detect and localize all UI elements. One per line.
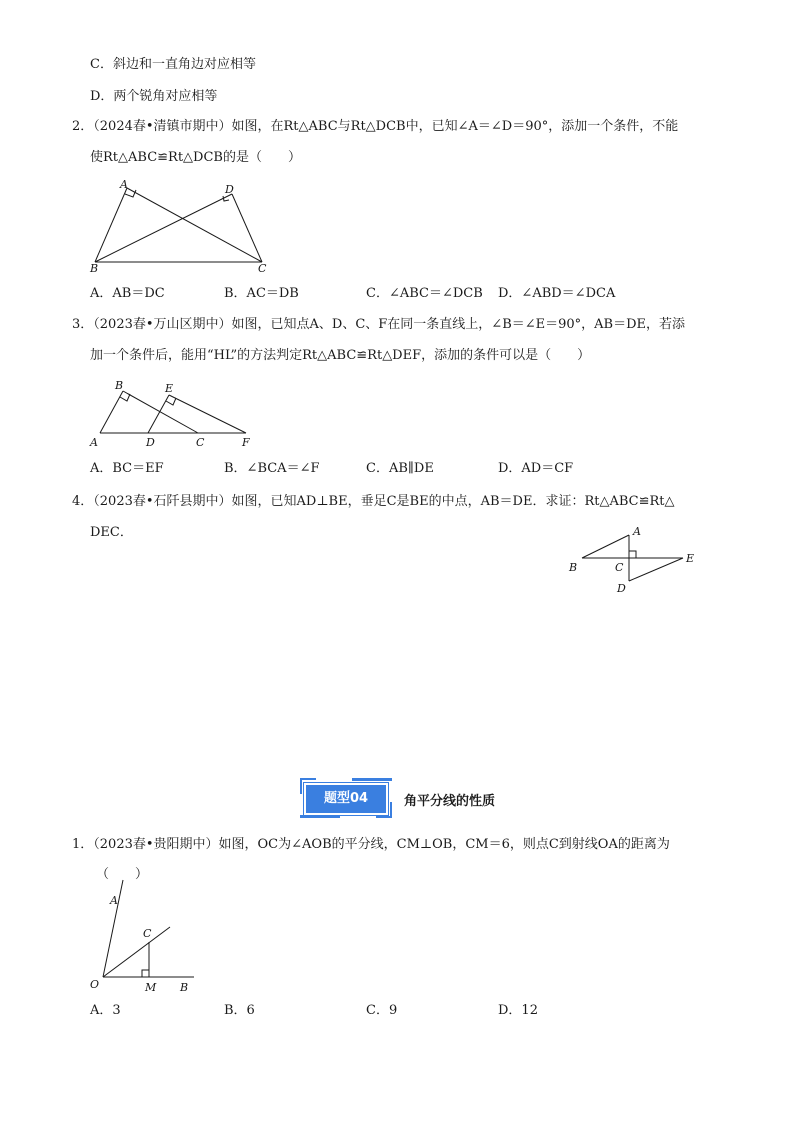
q2-label-d: D: [225, 183, 234, 196]
q2-label-c: C: [258, 262, 267, 275]
q3-text-line2: 加一个条件后，能用“HL”的方法判定Rt△ABC≌Rt△DEF，添加的条件可以是（ ）: [90, 348, 591, 363]
option-d-prev: D．两个锐角对应相等: [90, 89, 218, 104]
option-c-prev: C．斜边和一直角边对应相等: [90, 57, 256, 72]
q3-option-d: D．AD＝CF: [498, 461, 574, 476]
q4-label-a: A: [633, 525, 641, 538]
q2-text-line1: 2．（2024春•清镇市期中）如图，在Rt△ABC与Rt△DCB中，已知∠A＝∠D＝90°，添加一个条件，不能: [72, 119, 679, 134]
q5-label-a: A: [110, 894, 118, 907]
section-title: 角平分线的性质: [404, 794, 496, 809]
q4-label-b: B: [569, 561, 578, 574]
q3-label-d: D: [146, 436, 155, 449]
q2-option-a: A．AB＝DC: [90, 286, 165, 301]
q4-text-line2: DEC．: [90, 525, 133, 540]
q2-option-b: B．AC＝DB: [224, 286, 299, 301]
q3-option-c: C．AB∥DE: [366, 461, 434, 476]
q3-label-e: E: [165, 382, 174, 395]
q2-option-c: C．∠ABC＝∠DCB: [366, 286, 483, 301]
q5-label-b: B: [180, 981, 189, 994]
q3-label-c: C: [196, 436, 205, 449]
q3-option-a: A．BC＝EF: [90, 461, 164, 476]
q5-option-d: D．12: [498, 1003, 538, 1018]
q3-label-b: B: [115, 379, 124, 392]
q4-label-d: D: [617, 582, 626, 595]
section-badge-label: 题型04: [304, 783, 388, 815]
q5-option-b: B．6: [224, 1003, 255, 1018]
q5-option-c: C．9: [366, 1003, 398, 1018]
q2-option-d: D．∠ABD＝∠DCA: [498, 286, 616, 301]
q4-label-e: E: [686, 552, 695, 565]
q4-text-line1: 4．（2023春•石阡县期中）如图，已知AD⊥BE，垂足C是BE的中点，AB＝DE．求证：Rt△ABC≌Rt△: [72, 494, 675, 509]
q4-label-c: C: [615, 561, 624, 574]
q5-label-m: M: [145, 981, 157, 994]
q3-option-b: B．∠BCA＝∠F: [224, 461, 320, 476]
q5-label-c: C: [143, 927, 152, 940]
q2-label-a: A: [120, 178, 128, 191]
section-badge: [300, 778, 392, 818]
q3-label-f: F: [242, 436, 250, 449]
q2-text-line2: 使Rt△ABC≌Rt△DCB的是（ ）: [90, 150, 301, 165]
q5-text-line1: 1．（2023春•贵阳期中）如图，OC为∠AOB的平分线，CM⊥OB，CM＝6，则点C到射线OA的距离为: [72, 837, 670, 852]
q2-label-b: B: [90, 262, 99, 275]
q3-label-a: A: [90, 436, 98, 449]
q5-option-a: A．3: [90, 1003, 121, 1018]
q5-label-o: O: [90, 978, 100, 991]
q5-text-line2: （ ）: [96, 867, 149, 882]
q3-text-line1: 3．（2023春•万山区期中）如图，已知点A、D、C、F在同一条直线上，∠B＝∠E＝90°，AB＝DE，若添: [72, 317, 686, 332]
